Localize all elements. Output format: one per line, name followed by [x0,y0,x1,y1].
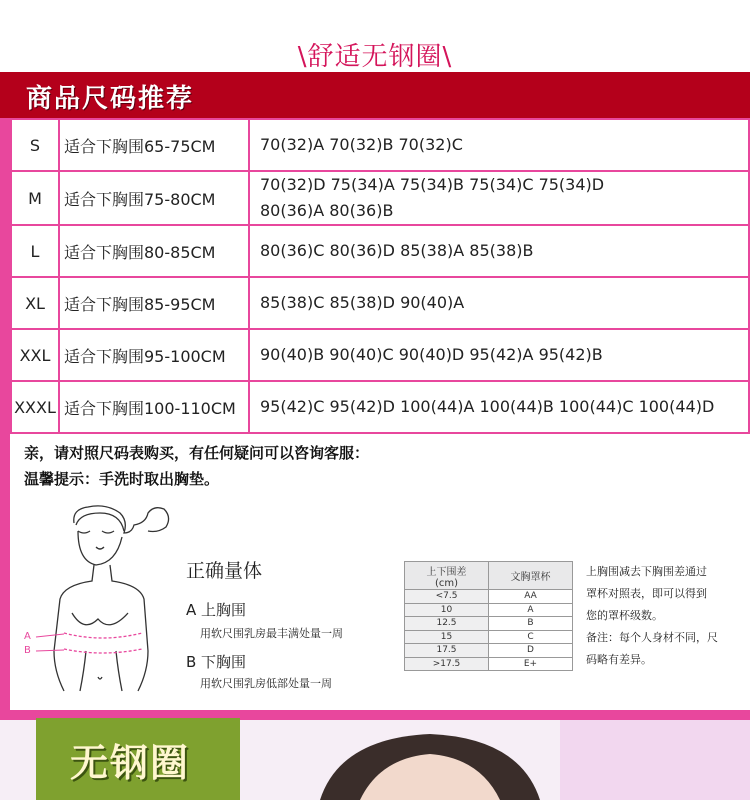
fig-label-b: B [24,645,31,656]
upper-bust-label: A 上胸围 [186,601,247,619]
banner-title: \舒适无钢圈\ [297,42,453,72]
range-cell: 适合下胸围95-100CM [59,329,249,381]
size-chart-panel [10,118,750,710]
diff-header: 上下围差 (cm) [405,562,489,590]
care-tip: 温馨提示：手洗时取出胸垫。 [24,470,220,488]
table-row: <7.5 AA [405,590,573,604]
table-row [11,225,749,277]
cups-line: 80(36)A 80(36)B [260,201,394,220]
size-cell: S [11,119,59,171]
cups-cell [249,381,749,433]
size-cell: XL [11,277,59,329]
table-row: 17.5 D [405,644,573,658]
cups-cell [249,277,749,329]
banner-bg-accent [560,720,750,800]
measurement-guide [24,501,736,708]
range-cell: 适合下胸围75-80CM [59,171,249,225]
table-row [11,119,749,171]
table-row: >17.5 E+ [405,657,573,671]
cups-cell [249,329,749,381]
table-row [11,329,749,381]
fig-label-a: A [24,631,31,642]
cups-line: 95(42)C 95(42)D 100(44)A 100(44)B 100(44)C 100(44)D [260,397,715,416]
cup-header: 文胸罩杯 [489,562,573,590]
under-bust-desc: 用软尺围乳房低部处量一周 [200,677,332,690]
table-row: 15 C [405,630,573,644]
upper-bust-desc: 用软尺围乳房最丰满处量一周 [200,627,343,640]
underbust-line-b [64,649,142,653]
size-cell: L [11,225,59,277]
cups-line: 80(36)C 80(36)D 85(38)A 85(38)B [260,241,534,260]
purchase-note: 亲，请对照尺码表购买，有任何疑问可以咨询客服： [24,444,370,462]
table-row: 12.5 B [405,617,573,631]
cups-cell [249,119,749,171]
no-wire-badge [36,718,240,800]
model-photo [300,728,560,800]
section-header [0,72,750,118]
cup-table [404,561,573,671]
table-row [11,171,749,225]
cups-cell [249,171,749,225]
measure-title: 正确量体 [186,560,263,582]
size-table [10,118,750,434]
cup-explanation: 上胸围减去下胸围差通过 罩杯对照表，即可以得到 您的罩杯级数。 备注：每个人身材不同，尺 码略有差异。 [586,565,718,666]
cups-line: 90(40)B 90(40)C 90(40)D 95(42)A 95(42)B [260,345,603,364]
size-cell: M [11,171,59,225]
under-bust-label: B 下胸围 [186,653,247,671]
bust-line-a [64,633,142,638]
cups-line: 70(32)D 75(34)A 75(34)B 75(34)C 75(34)D [260,175,605,194]
body-figure-illustration [24,501,174,708]
table-row [11,381,749,433]
range-cell: 适合下胸围85-95CM [59,277,249,329]
cups-cell [249,225,749,277]
range-cell: 适合下胸围80-85CM [59,225,249,277]
table-row: 10 A [405,603,573,617]
range-cell: 适合下胸围100-110CM [59,381,249,433]
cups-line: 70(32)A 70(32)B 70(32)C [260,135,463,154]
section-title: 商品尺码推荐 [26,84,195,114]
cups-line: 85(38)C 85(38)D 90(40)A [260,293,465,312]
cup-table-header [405,562,573,590]
range-cell: 适合下胸围65-75CM [59,119,249,171]
table-row [11,277,749,329]
size-cell: XXXL [11,381,59,433]
size-cell: XXL [11,329,59,381]
badge-text: 无钢圈 [70,740,191,785]
